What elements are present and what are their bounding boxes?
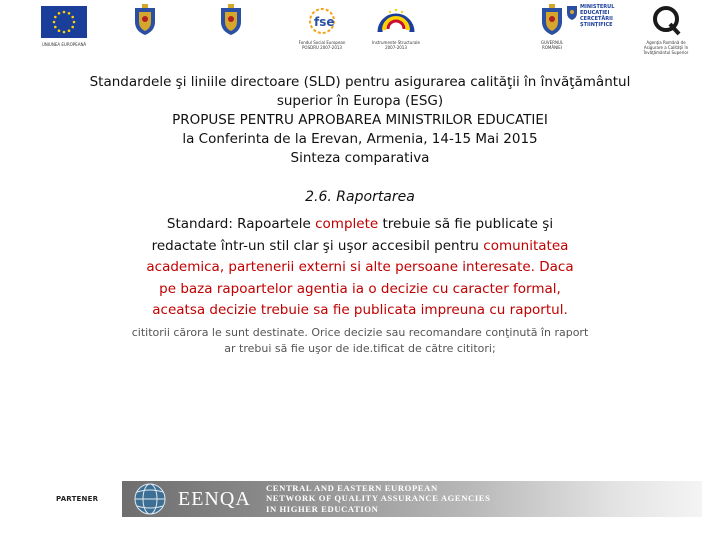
- coat-of-arms-icon: [539, 4, 565, 36]
- coat-of-arms-icon: [218, 4, 244, 36]
- eu-flag-icon: [41, 6, 87, 38]
- ministry-line-1: MINISTERUL: [580, 4, 615, 10]
- coat-of-arms-icon: [132, 4, 158, 36]
- ministry-crest-icon: [566, 4, 578, 20]
- eenqa-wordmark: EENQA: [178, 488, 251, 510]
- svg-text:fse: fse: [314, 15, 335, 29]
- standard-line-2: [60, 236, 660, 258]
- guidelines-text: [60, 325, 660, 357]
- fse-caption-1: Fondul Social European: [298, 40, 346, 45]
- partner-label: PARTENER: [56, 495, 99, 503]
- eenqa-line-3: IN HIGHER EDUCATION: [266, 503, 379, 514]
- eu-caption: UNIUNEA EUROPEANĂ: [41, 42, 87, 47]
- standard-paragraph: [60, 214, 660, 322]
- instrumente-structurale-logo: [366, 4, 426, 50]
- is-caption-1: Instrumente Structurale: [372, 40, 420, 45]
- title-line-5: Sinteza comparativa: [290, 150, 430, 166]
- aracis-caption-2: Asigurare a Calităţii în: [643, 45, 689, 50]
- title-line-3: PROPUSE PENTRU APROBAREA MINISTRILOR EDUCATIEI: [172, 112, 548, 128]
- ministry-logo: [566, 4, 626, 28]
- standard-l2-highlight: comunitatea: [483, 237, 569, 254]
- ministry-line-4: ȘTIINȚIFICE: [580, 22, 613, 28]
- coat-of-arms-logo-1: [128, 4, 162, 40]
- eu-logo: [40, 6, 88, 47]
- standard-line-1: [60, 214, 660, 236]
- aracis-caption-1: Agenţia Română de: [646, 40, 686, 45]
- is-caption-2: 2007-2013: [385, 45, 407, 50]
- coat-of-arms-logo-2: [214, 4, 248, 40]
- eenqa-line-2: NETWORK OF QUALITY ASSURANCE AGENCIES: [266, 493, 491, 504]
- logo-bar: [0, 0, 720, 60]
- aracis-caption-3: Învăţământul Superior: [643, 50, 689, 55]
- standard-line-4: pe baza rapoartelor agentia ia o decizie cu caracter formal,: [159, 280, 561, 297]
- standard-l2-pre: redactate într-un stil clar şi uşor accesibil pentru: [151, 237, 484, 254]
- aracis-logo: [636, 4, 696, 55]
- guidelines-line-1: cititorii cărora le sunt destinate. Orice decizie sau recomandare conţinută în raport: [131, 326, 589, 339]
- eenqa-line-1: CENTRAL AND EASTERN EUROPEAN: [266, 483, 438, 493]
- government-caption: GUVERNUL ROMÂNIEI: [540, 40, 564, 50]
- title-line-2: superior în Europa (ESG): [276, 93, 444, 109]
- ministry-line-2: EDUCAȚIEI: [580, 10, 610, 16]
- guidelines-line-2: ar trebui să fie uşor de ide.tificat de către cititori;: [224, 342, 496, 355]
- globe-icon: [130, 482, 170, 516]
- fse-logo: [292, 6, 352, 50]
- title-line-4: la Conferinta de la Erevan, Armenia, 14-15 Mai 2015: [182, 131, 538, 147]
- section-heading: 2.6. Raportarea: [305, 189, 415, 205]
- standard-line-3: academica, partenerii externi si alte persoane interesate. Daca: [146, 259, 574, 275]
- ministry-line-3: CERCETĂRII: [580, 16, 613, 22]
- standard-l1-highlight: complete: [315, 216, 379, 232]
- title-line-1: Standardele şi liniile directoare (SLD) pentru asigurarea calităţii în învăţământul: [89, 74, 631, 90]
- page-title: [40, 73, 680, 168]
- eenqa-banner: [122, 481, 702, 517]
- instrumente-structurale-icon: [376, 4, 416, 36]
- standard-line-5: aceatsa decizie trebuie sa fie publicata impreuna cu raportul.: [152, 302, 568, 318]
- standard-l1-post: trebuie să fie publicate şi: [378, 216, 554, 232]
- standard-l1-pre: Standard: Rapoartele: [166, 216, 316, 232]
- fse-emblem-icon: [306, 6, 338, 36]
- eenqa-network-name: [266, 483, 491, 514]
- aracis-q-icon: [650, 4, 682, 36]
- fse-caption-2: POSDRU 2007-2013: [302, 45, 342, 50]
